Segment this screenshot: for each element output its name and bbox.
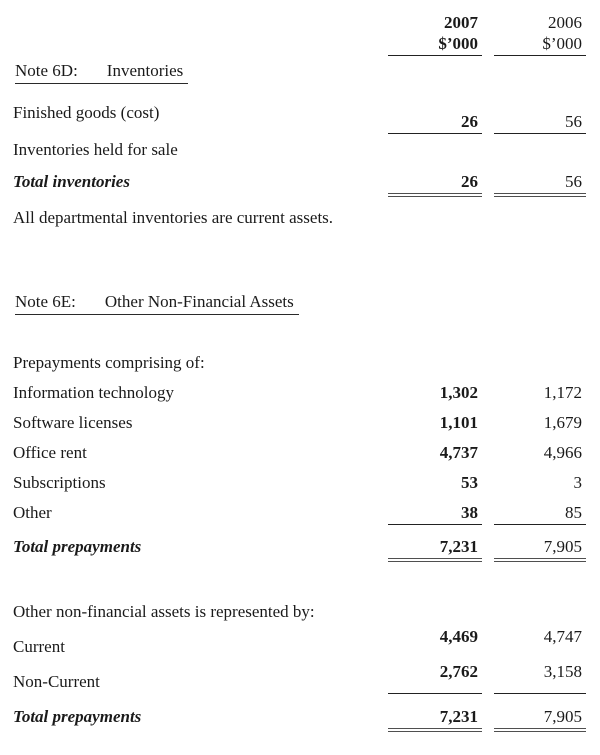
unit-label-2007: $’000 [438, 34, 478, 53]
table-row-inventories-held [13, 140, 586, 160]
value-2006 [494, 140, 586, 160]
represented-intro: Other non-financial assets is represented by: [13, 602, 315, 621]
row-label: Office rent [13, 443, 87, 462]
value-2006: 3,158 [494, 672, 586, 694]
row-label: Total prepayments [13, 707, 142, 726]
note-6d-number: Note 6D: [15, 61, 78, 80]
column-headers [13, 12, 586, 56]
unit-label-2006: $’000 [542, 34, 582, 53]
row-label: Finished goods (cost) [13, 103, 160, 122]
table-row-information-technology [13, 383, 586, 403]
row-label: Subscriptions [13, 473, 106, 492]
note-6d-title: Inventories [106, 61, 184, 80]
value-2006: 7,905 [494, 537, 586, 562]
value-2007: 53 [461, 473, 478, 492]
value-2006: 56 [494, 112, 586, 134]
table-row-total-prepayments [13, 537, 586, 562]
row-label: Non-Current [13, 672, 100, 691]
value-2006: 56 [494, 172, 586, 197]
row-label: Information technology [13, 383, 174, 402]
value-2007: 1,101 [439, 413, 478, 432]
value-2006: 1,679 [543, 413, 582, 432]
value-2007: 4,737 [439, 443, 478, 462]
row-label: Software licenses [13, 413, 133, 432]
value-2007: 7,231 [388, 707, 482, 732]
departmental-note: All departmental inventories are current assets. [13, 208, 334, 227]
table-row-finished-goods [13, 103, 586, 131]
column-header-2007 [388, 12, 482, 56]
value-2007: 26 [388, 172, 482, 197]
table-row-office-rent [13, 443, 586, 463]
row-label: Inventories held for sale [13, 140, 178, 159]
value-2007: 1,302 [439, 383, 478, 402]
table-row-non-current [13, 662, 586, 694]
value-2007: 4,469 [439, 627, 478, 646]
value-2006: 4,747 [543, 627, 582, 646]
value-2006: 4,966 [543, 443, 582, 462]
header-spacer [13, 12, 376, 56]
table-row-other [13, 503, 586, 525]
note-6e-heading-underline [15, 292, 299, 315]
value-2006: 85 [494, 503, 586, 525]
note-6e-number: Note 6E: [15, 292, 76, 311]
year-label-2007: 2007 [444, 13, 478, 32]
note-6d-heading-underline [15, 61, 188, 84]
note-6e-title: Other Non-Financial Assets [104, 292, 294, 311]
value-2007: 7,231 [388, 537, 482, 562]
note-6e-heading [15, 292, 586, 315]
table-row-software-licenses [13, 413, 586, 433]
value-2006: 3 [573, 473, 582, 492]
table-row-current [13, 627, 586, 657]
row-label: Other [13, 503, 52, 522]
value-2007: 26 [388, 112, 482, 134]
prepayments-intro: Prepayments comprising of: [13, 353, 205, 372]
value-2006: 1,172 [543, 383, 582, 402]
table-row-total-prepayments-bottom [13, 707, 586, 732]
value-2006: 7,905 [494, 707, 586, 732]
row-label: Current [13, 637, 65, 656]
year-label-2006: 2006 [548, 13, 582, 32]
column-header-2006 [494, 12, 586, 56]
row-label: Total prepayments [13, 537, 142, 556]
row-label: Total inventories [13, 172, 130, 191]
value-2007: 2,762 [388, 672, 482, 694]
value-2007: 38 [388, 503, 482, 525]
value-2007 [388, 140, 482, 160]
table-row-total-inventories [13, 172, 586, 197]
table-row-subscriptions [13, 473, 586, 493]
note-6d-heading [15, 61, 586, 84]
